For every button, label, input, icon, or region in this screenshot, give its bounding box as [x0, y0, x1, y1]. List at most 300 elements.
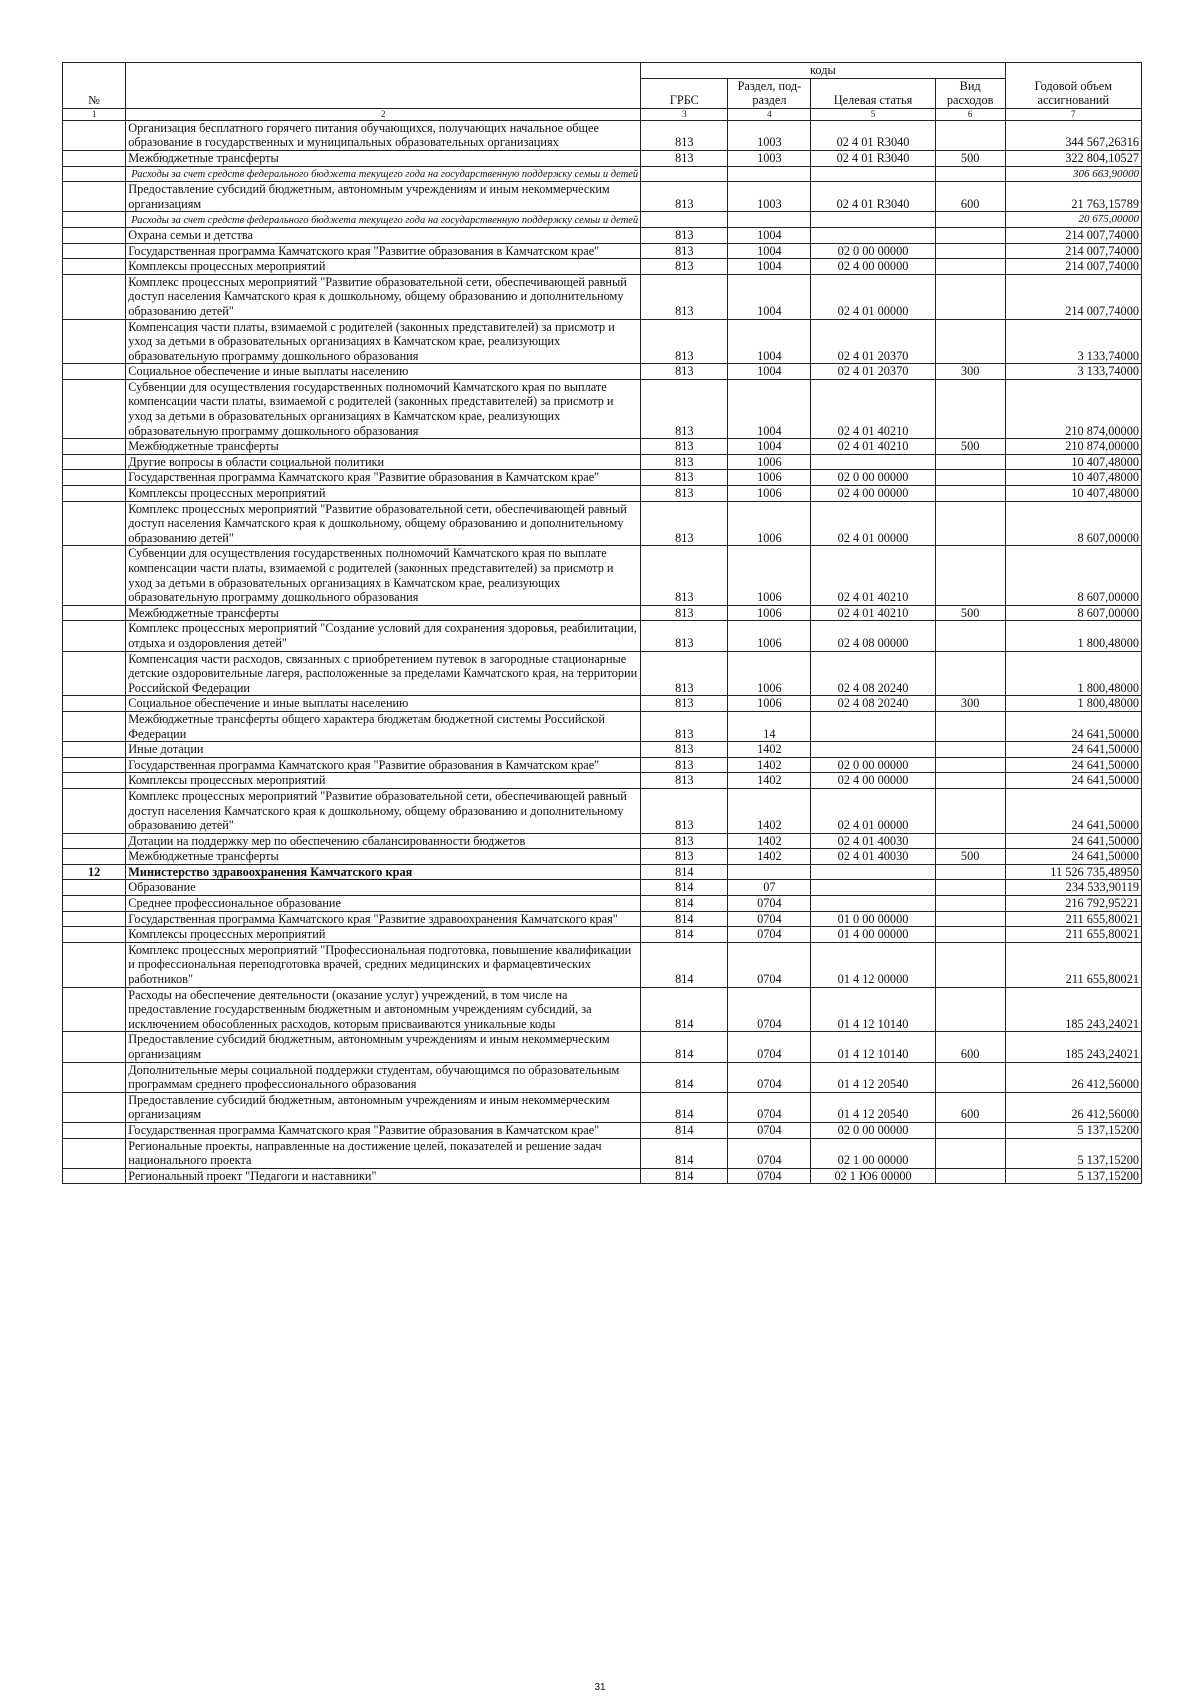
- row-number: [63, 773, 126, 789]
- row-name: Межбюджетные трансферты: [126, 150, 641, 166]
- expense-type-code: [935, 942, 1005, 987]
- section-code: 1003: [728, 120, 811, 150]
- section-code: 1006: [728, 696, 811, 712]
- row-name: Образование: [126, 880, 641, 896]
- expense-type-code: [935, 212, 1005, 228]
- row-name: Организация бесплатного горячего питания обучающихся, получающих начальное общее образование в государственных и муниципальных образовательных организациях: [126, 120, 641, 150]
- section-code: 1004: [728, 319, 811, 364]
- row-number: [63, 696, 126, 712]
- row-number: [63, 911, 126, 927]
- grbs-code: 813: [641, 470, 728, 486]
- table-row: [63, 1062, 1142, 1092]
- target-code: 02 4 08 20240: [811, 651, 935, 696]
- target-code: [811, 227, 935, 243]
- table-header: [63, 63, 1142, 121]
- grbs-code: 814: [641, 880, 728, 896]
- amount-value: 210 874,00000: [1005, 439, 1141, 455]
- table-row: [63, 849, 1142, 865]
- row-name: Региональные проекты, направленные на достижение целей, показателей и решение задач национального проекта: [126, 1138, 641, 1168]
- expense-type-code: 600: [935, 1092, 1005, 1122]
- section-code: 0704: [728, 1062, 811, 1092]
- column-number: 3: [641, 108, 728, 120]
- expense-type-code: [935, 319, 1005, 364]
- expense-type-code: 500: [935, 439, 1005, 455]
- grbs-code: 813: [641, 605, 728, 621]
- page-number: 31: [594, 1682, 606, 1693]
- row-number: [63, 546, 126, 605]
- section-code: 1006: [728, 651, 811, 696]
- expense-type-code: [935, 788, 1005, 833]
- section-code: 1006: [728, 546, 811, 605]
- grbs-code: 813: [641, 486, 728, 502]
- header-exptype: Вид расходов: [935, 78, 1005, 108]
- target-code: [811, 864, 935, 880]
- target-code: 02 4 01 20370: [811, 319, 935, 364]
- section-code: 0704: [728, 896, 811, 912]
- section-code: 1004: [728, 364, 811, 380]
- row-number: [63, 182, 126, 212]
- amount-value: 26 412,56000: [1005, 1092, 1141, 1122]
- expense-type-code: [935, 987, 1005, 1032]
- table-row: [63, 439, 1142, 455]
- section-code: 0704: [728, 942, 811, 987]
- target-code: 02 4 01 00000: [811, 274, 935, 319]
- amount-value: 20 675,00000: [1005, 212, 1141, 228]
- grbs-code: 813: [641, 849, 728, 865]
- header-name: [126, 63, 641, 109]
- row-name: Субвенции для осуществления государственных полномочий Камчатского края по выплате компенсации части платы, взимаемой с родителей (законных представителей) за присмотр и уход за детьми в образовательных организациях в Камчатском крае, реализующих образовательную программу дошкольного образования: [126, 379, 641, 438]
- target-code: [811, 880, 935, 896]
- amount-value: 8 607,00000: [1005, 501, 1141, 546]
- expense-type-code: [935, 166, 1005, 182]
- row-name: Региональный проект "Педагоги и наставники": [126, 1168, 641, 1184]
- amount-value: 24 641,50000: [1005, 773, 1141, 789]
- amount-value: 11 526 735,48950: [1005, 864, 1141, 880]
- section-code: 1006: [728, 486, 811, 502]
- amount-value: 211 655,80021: [1005, 911, 1141, 927]
- amount-value: 214 007,74000: [1005, 243, 1141, 259]
- table-row: [63, 788, 1142, 833]
- table-row: [63, 651, 1142, 696]
- budget-document: [62, 62, 1142, 1184]
- section-code: 1004: [728, 274, 811, 319]
- target-code: 02 4 01 00000: [811, 788, 935, 833]
- row-number: [63, 486, 126, 502]
- expense-type-code: 600: [935, 1032, 1005, 1062]
- amount-value: 8 607,00000: [1005, 605, 1141, 621]
- section-code: 14: [728, 711, 811, 741]
- table-body: [63, 120, 1142, 1184]
- grbs-code: 813: [641, 788, 728, 833]
- grbs-code: 814: [641, 896, 728, 912]
- section-code: [728, 166, 811, 182]
- target-code: [811, 454, 935, 470]
- table-row: [63, 987, 1142, 1032]
- amount-value: 306 663,90000: [1005, 166, 1141, 182]
- amount-value: 185 243,24021: [1005, 1032, 1141, 1062]
- target-code: 01 4 12 20540: [811, 1092, 935, 1122]
- table-row: [63, 911, 1142, 927]
- row-number: [63, 942, 126, 987]
- column-number: 6: [935, 108, 1005, 120]
- section-code: 1004: [728, 259, 811, 275]
- table-row: [63, 259, 1142, 275]
- row-name: Социальное обеспечение и иные выплаты населению: [126, 364, 641, 380]
- section-code: 1402: [728, 773, 811, 789]
- row-number: [63, 501, 126, 546]
- amount-value: 26 412,56000: [1005, 1062, 1141, 1092]
- row-name: Межбюджетные трансферты: [126, 605, 641, 621]
- row-name: Дотации на поддержку мер по обеспечению сбалансированности бюджетов: [126, 833, 641, 849]
- row-number: [63, 439, 126, 455]
- target-code: 01 4 12 00000: [811, 942, 935, 987]
- amount-value: 1 800,48000: [1005, 651, 1141, 696]
- section-code: 1402: [728, 788, 811, 833]
- expense-type-code: [935, 259, 1005, 275]
- amount-value: 1 800,48000: [1005, 621, 1141, 651]
- grbs-code: 814: [641, 1092, 728, 1122]
- amount-value: 5 137,15200: [1005, 1138, 1141, 1168]
- target-code: 02 4 08 00000: [811, 621, 935, 651]
- row-number: [63, 896, 126, 912]
- table-row: [63, 501, 1142, 546]
- expense-type-code: 500: [935, 605, 1005, 621]
- expense-type-code: [935, 911, 1005, 927]
- target-code: 02 1 Ю6 00000: [811, 1168, 935, 1184]
- grbs-code: 813: [641, 651, 728, 696]
- grbs-code: 814: [641, 864, 728, 880]
- expense-type-code: [935, 757, 1005, 773]
- target-code: 02 0 00 00000: [811, 243, 935, 259]
- row-name: Расходы на обеспечение деятельности (оказание услуг) учреждений, в том числе на предоставление государственным бюджетным и автономным учреждениям субсидий, за исключением обособленных расходов, которым присваиваются уникальные коды: [126, 987, 641, 1032]
- row-number: [63, 259, 126, 275]
- target-code: 02 4 00 00000: [811, 486, 935, 502]
- target-code: 01 4 12 10140: [811, 987, 935, 1032]
- row-name: Комплексы процессных мероприятий: [126, 486, 641, 502]
- grbs-code: [641, 212, 728, 228]
- target-code: [811, 212, 935, 228]
- expense-type-code: [935, 470, 1005, 486]
- amount-value: 10 407,48000: [1005, 486, 1141, 502]
- target-code: [811, 742, 935, 758]
- section-code: 1006: [728, 470, 811, 486]
- row-number: [63, 243, 126, 259]
- section-code: 0704: [728, 927, 811, 943]
- section-code: 1004: [728, 243, 811, 259]
- row-name: Комплекс процессных мероприятий "Создание условий для сохранения здоровья, реабилитации, отдыха и оздоровления детей": [126, 621, 641, 651]
- section-code: 0704: [728, 1092, 811, 1122]
- grbs-code: 813: [641, 439, 728, 455]
- table-row: [63, 454, 1142, 470]
- section-code: 1402: [728, 742, 811, 758]
- section-code: 1006: [728, 454, 811, 470]
- row-name: Иные дотации: [126, 742, 641, 758]
- table-row: [63, 880, 1142, 896]
- table-row: [63, 1032, 1142, 1062]
- amount-value: 234 533,90119: [1005, 880, 1141, 896]
- row-name: Комплекс процессных мероприятий "Развитие образовательной сети, обеспечивающей равный доступ населения Камчатского края к дошкольному, общему образованию и дополнительному образованию детей": [126, 788, 641, 833]
- row-number: [63, 833, 126, 849]
- target-code: 02 4 01 R3040: [811, 150, 935, 166]
- section-code: 1004: [728, 227, 811, 243]
- table-row: [63, 864, 1142, 880]
- expense-type-code: [935, 773, 1005, 789]
- row-number: [63, 120, 126, 150]
- grbs-code: 813: [641, 182, 728, 212]
- amount-value: 3 133,74000: [1005, 364, 1141, 380]
- grbs-code: 813: [641, 833, 728, 849]
- target-code: 02 4 01 40210: [811, 439, 935, 455]
- amount-value: 24 641,50000: [1005, 788, 1141, 833]
- row-number: [63, 621, 126, 651]
- grbs-code: [641, 166, 728, 182]
- target-code: 01 0 00 00000: [811, 911, 935, 927]
- row-name: Расходы за счет средств федерального бюджета текущего года на государственную поддержку семьи и детей: [126, 212, 641, 228]
- row-name: Охрана семьи и детства: [126, 227, 641, 243]
- row-name: Среднее профессиональное образование: [126, 896, 641, 912]
- table-row: [63, 243, 1142, 259]
- grbs-code: 813: [641, 319, 728, 364]
- table-row: [63, 227, 1142, 243]
- expense-type-code: 300: [935, 696, 1005, 712]
- grbs-code: 814: [641, 1122, 728, 1138]
- row-name: Комплексы процессных мероприятий: [126, 927, 641, 943]
- amount-value: 214 007,74000: [1005, 274, 1141, 319]
- row-name: Комплекс процессных мероприятий "Развитие образовательной сети, обеспечивающей равный доступ населения Камчатского края к дошкольному, общему образованию и дополнительному образованию детей": [126, 274, 641, 319]
- grbs-code: 813: [641, 259, 728, 275]
- row-number: 12: [63, 864, 126, 880]
- target-code: 02 4 01 40210: [811, 546, 935, 605]
- amount-value: 344 567,26316: [1005, 120, 1141, 150]
- row-number: [63, 274, 126, 319]
- table-row: [63, 605, 1142, 621]
- table-row: [63, 212, 1142, 228]
- row-number: [63, 757, 126, 773]
- row-number: [63, 651, 126, 696]
- target-code: 02 4 00 00000: [811, 773, 935, 789]
- row-number: [63, 1092, 126, 1122]
- column-number: 4: [728, 108, 811, 120]
- section-code: 1006: [728, 501, 811, 546]
- section-code: 1003: [728, 182, 811, 212]
- table-row: [63, 379, 1142, 438]
- row-number: [63, 454, 126, 470]
- section-code: 0704: [728, 987, 811, 1032]
- row-name: Комплексы процессных мероприятий: [126, 259, 641, 275]
- row-number: [63, 1168, 126, 1184]
- expense-type-code: [935, 1062, 1005, 1092]
- header-grbs: ГРБС: [641, 78, 728, 108]
- amount-value: 21 763,15789: [1005, 182, 1141, 212]
- expense-type-code: [935, 546, 1005, 605]
- column-number: 5: [811, 108, 935, 120]
- section-code: 0704: [728, 911, 811, 927]
- row-number: [63, 742, 126, 758]
- section-code: 1004: [728, 379, 811, 438]
- table-row: [63, 546, 1142, 605]
- section-code: [728, 212, 811, 228]
- expense-type-code: 600: [935, 182, 1005, 212]
- expense-type-code: [935, 864, 1005, 880]
- row-number: [63, 212, 126, 228]
- row-name: Государственная программа Камчатского края "Развитие образования в Камчатском крае": [126, 470, 641, 486]
- row-name: Государственная программа Камчатского края "Развитие образования в Камчатском крае": [126, 757, 641, 773]
- section-code: 1003: [728, 150, 811, 166]
- target-code: [811, 166, 935, 182]
- table-row: [63, 1138, 1142, 1168]
- row-name: Предоставление субсидий бюджетным, автономным учреждениям и иным некоммерческим организациям: [126, 182, 641, 212]
- amount-value: 24 641,50000: [1005, 849, 1141, 865]
- expense-type-code: [935, 1138, 1005, 1168]
- table-row: [63, 120, 1142, 150]
- header-codes: коды: [641, 63, 1005, 79]
- expense-type-code: 500: [935, 150, 1005, 166]
- section-code: 0704: [728, 1032, 811, 1062]
- amount-value: 10 407,48000: [1005, 470, 1141, 486]
- amount-value: 3 133,74000: [1005, 319, 1141, 364]
- target-code: 02 4 08 20240: [811, 696, 935, 712]
- target-code: 02 1 00 00000: [811, 1138, 935, 1168]
- grbs-code: 813: [641, 227, 728, 243]
- table-row: [63, 927, 1142, 943]
- expense-type-code: [935, 486, 1005, 502]
- amount-value: 24 641,50000: [1005, 711, 1141, 741]
- grbs-code: 814: [641, 927, 728, 943]
- row-name: Государственная программа Камчатского края "Развитие образования в Камчатском крае": [126, 1122, 641, 1138]
- row-name: Министерство здравоохранения Камчатского края: [126, 864, 641, 880]
- table-row: [63, 1092, 1142, 1122]
- row-number: [63, 227, 126, 243]
- grbs-code: 813: [641, 757, 728, 773]
- section-code: 1006: [728, 605, 811, 621]
- row-number: [63, 1122, 126, 1138]
- expense-type-code: [935, 833, 1005, 849]
- row-name: Предоставление субсидий бюджетным, автономным учреждениям и иным некоммерческим организациям: [126, 1032, 641, 1062]
- grbs-code: 813: [641, 379, 728, 438]
- row-name: Комплекс процессных мероприятий "Профессиональная подготовка, повышение квалификации и профессиональная переподготовка врачей, средних медицинских и фармацевтических работников": [126, 942, 641, 987]
- row-name: Государственная программа Камчатского края "Развитие образования в Камчатском крае": [126, 243, 641, 259]
- amount-value: 210 874,00000: [1005, 379, 1141, 438]
- row-name: Межбюджетные трансферты: [126, 849, 641, 865]
- row-number: [63, 1032, 126, 1062]
- header-annual: Годовой объем ассигнований: [1005, 63, 1141, 109]
- row-name: Расходы за счет средств федерального бюджета текущего года на государственную поддержку семьи и детей: [126, 166, 641, 182]
- target-code: 02 4 00 00000: [811, 259, 935, 275]
- expense-type-code: [935, 742, 1005, 758]
- table-row: [63, 486, 1142, 502]
- expense-type-code: [935, 1122, 1005, 1138]
- section-code: 1004: [728, 439, 811, 455]
- table-row: [63, 896, 1142, 912]
- table-row: [63, 773, 1142, 789]
- target-code: 02 4 01 40210: [811, 379, 935, 438]
- section-code: 0704: [728, 1168, 811, 1184]
- target-code: [811, 711, 935, 741]
- table-row: [63, 833, 1142, 849]
- section-code: [728, 864, 811, 880]
- header-target: Целевая статья: [811, 78, 935, 108]
- target-code: 02 4 01 00000: [811, 501, 935, 546]
- grbs-code: 813: [641, 150, 728, 166]
- amount-value: 185 243,24021: [1005, 987, 1141, 1032]
- row-name: Межбюджетные трансферты общего характера бюджетам бюджетной системы Российской Федерации: [126, 711, 641, 741]
- expense-type-code: [935, 379, 1005, 438]
- row-number: [63, 788, 126, 833]
- target-code: 02 0 00 00000: [811, 470, 935, 486]
- row-number: [63, 711, 126, 741]
- target-code: 01 4 12 10140: [811, 1032, 935, 1062]
- table-row: [63, 274, 1142, 319]
- row-number: [63, 166, 126, 182]
- target-code: 02 4 01 40210: [811, 605, 935, 621]
- row-name: Дополнительные меры социальной поддержки студентам, обучающимся по образовательным программам среднего профессионального образования: [126, 1062, 641, 1092]
- grbs-code: 814: [641, 1062, 728, 1092]
- row-name: Межбюджетные трансферты: [126, 439, 641, 455]
- section-code: 1402: [728, 757, 811, 773]
- section-code: 07: [728, 880, 811, 896]
- amount-value: 1 800,48000: [1005, 696, 1141, 712]
- row-name: Другие вопросы в области социальной политики: [126, 454, 641, 470]
- target-code: 01 4 00 00000: [811, 927, 935, 943]
- grbs-code: 813: [641, 501, 728, 546]
- grbs-code: 814: [641, 1168, 728, 1184]
- column-number: 7: [1005, 108, 1141, 120]
- grbs-code: 813: [641, 274, 728, 319]
- target-code: 02 4 01 40030: [811, 849, 935, 865]
- expense-type-code: [935, 120, 1005, 150]
- target-code: 02 4 01 R3040: [811, 120, 935, 150]
- row-name: Комплексы процессных мероприятий: [126, 773, 641, 789]
- budget-table: [62, 62, 1142, 1184]
- grbs-code: 814: [641, 911, 728, 927]
- row-name: Субвенции для осуществления государственных полномочий Камчатского края по выплате компенсации части платы, взимаемой с родителей (законных представителей) за присмотр и уход за детьми в образовательных организациях в Камчатском крае, реализующих образовательную программу дошкольного образования: [126, 546, 641, 605]
- row-number: [63, 1138, 126, 1168]
- section-code: 0704: [728, 1122, 811, 1138]
- expense-type-code: [935, 896, 1005, 912]
- grbs-code: 813: [641, 120, 728, 150]
- table-row: [63, 621, 1142, 651]
- expense-type-code: [935, 711, 1005, 741]
- grbs-code: 814: [641, 987, 728, 1032]
- expense-type-code: [935, 621, 1005, 651]
- section-code: 0704: [728, 1138, 811, 1168]
- expense-type-code: [935, 501, 1005, 546]
- section-code: 1006: [728, 621, 811, 651]
- row-number: [63, 379, 126, 438]
- expense-type-code: [935, 1168, 1005, 1184]
- row-name: Социальное обеспечение и иные выплаты населению: [126, 696, 641, 712]
- grbs-code: 814: [641, 1138, 728, 1168]
- table-row: [63, 1122, 1142, 1138]
- column-numbers-row: [63, 108, 1142, 120]
- row-number: [63, 150, 126, 166]
- amount-value: 211 655,80021: [1005, 942, 1141, 987]
- amount-value: 214 007,74000: [1005, 259, 1141, 275]
- expense-type-code: [935, 651, 1005, 696]
- amount-value: 24 641,50000: [1005, 757, 1141, 773]
- column-number: 2: [126, 108, 641, 120]
- grbs-code: 813: [641, 696, 728, 712]
- expense-type-code: 500: [935, 849, 1005, 865]
- section-code: 1402: [728, 833, 811, 849]
- expense-type-code: 300: [935, 364, 1005, 380]
- row-number: [63, 987, 126, 1032]
- table-row: [63, 150, 1142, 166]
- table-row: [63, 711, 1142, 741]
- grbs-code: 813: [641, 711, 728, 741]
- expense-type-code: [935, 274, 1005, 319]
- expense-type-code: [935, 227, 1005, 243]
